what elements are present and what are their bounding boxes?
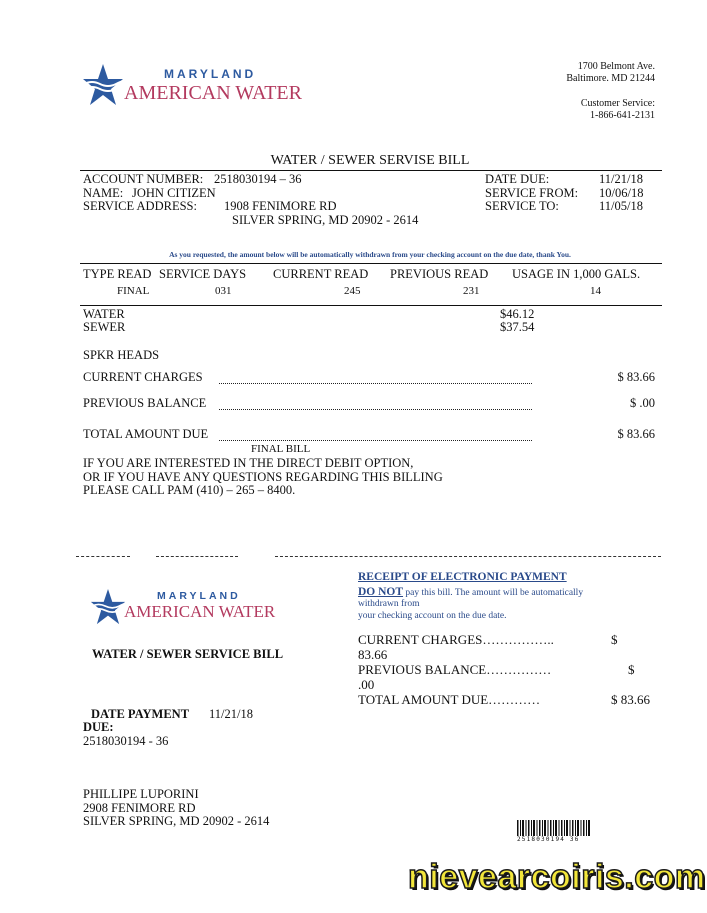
total-due-amount: $ 83.66 bbox=[617, 427, 655, 441]
stub-title: WATER / SEWER SERVICE BILL bbox=[92, 647, 284, 661]
barcode-text: 2518030194 36 bbox=[517, 836, 580, 843]
date-payment-due-label: DUE: bbox=[83, 720, 114, 734]
service-address-line1: 1908 FENIMORE RD bbox=[224, 199, 337, 213]
current-charges-amount: $ 83.66 bbox=[617, 370, 655, 384]
mail-address-line1: 2908 FENIMORE RD bbox=[83, 801, 196, 815]
perforation-line bbox=[275, 556, 661, 557]
previous-balance-amount: $ .00 bbox=[630, 396, 655, 410]
service-address-line2: SILVER SPRING, MD 20902 - 2614 bbox=[232, 213, 419, 227]
account-number: 2518030194 – 36 bbox=[214, 172, 302, 186]
sewer-label: SEWER bbox=[83, 320, 126, 334]
spkr-heads-label: SPKR HEADS bbox=[83, 348, 160, 362]
logo-line1: MARYLAND bbox=[157, 590, 241, 602]
autopay-notice: As you requested, the amount below will be automatically withdrawn from your checking account on the due date, thank You. bbox=[169, 250, 571, 259]
receipt-previous-label: PREVIOUS BALANCE…………… bbox=[358, 662, 552, 677]
do-not-label: DO NOT bbox=[358, 586, 404, 598]
customer-service-label: Customer Service: bbox=[580, 98, 655, 109]
sewer-amount: $37.54 bbox=[500, 320, 535, 334]
receipt-text-3: your checking account on the due date. bbox=[358, 611, 507, 621]
leader-dots bbox=[219, 440, 532, 441]
note-line-3: PLEASE CALL PAM (410) – 265 – 8400. bbox=[83, 483, 296, 497]
receipt-title: RECEIPT OF ELECTRONIC PAYMENT bbox=[358, 571, 567, 583]
receipt-previous-dollar: $ bbox=[628, 662, 635, 677]
date-due-label: DATE DUE: bbox=[485, 172, 550, 186]
account-label: ACCOUNT NUMBER: bbox=[83, 172, 204, 186]
receipt-text-2: withdrawn from bbox=[358, 599, 420, 609]
mail-name: PHILLIPE LUPORINI bbox=[83, 787, 199, 801]
total-due-label: TOTAL AMOUNT DUE bbox=[83, 427, 209, 441]
water-amount: $46.12 bbox=[500, 307, 535, 321]
service-address-label: SERVICE ADDRESS: bbox=[83, 199, 197, 213]
stub-account-number: 2518030194 - 36 bbox=[83, 734, 169, 748]
date-due: 11/21/18 bbox=[599, 172, 643, 186]
receipt-total-label: TOTAL AMOUNT DUE………… bbox=[358, 692, 541, 707]
receipt-total-amount: $ 83.66 bbox=[611, 692, 650, 707]
perforation-line bbox=[156, 556, 238, 557]
mail-address-line2: SILVER SPRING, MD 20902 - 2614 bbox=[83, 814, 270, 828]
value-service-days: 031 bbox=[215, 285, 232, 297]
divider bbox=[80, 305, 662, 306]
value-usage: 14 bbox=[590, 285, 601, 297]
value-current-read: 245 bbox=[344, 285, 361, 297]
receipt-current-label: CURRENT CHARGES…………….. bbox=[358, 632, 554, 647]
value-previous-read: 231 bbox=[463, 285, 480, 297]
company-logo bbox=[82, 62, 322, 112]
company-logo bbox=[90, 587, 290, 631]
leader-dots bbox=[219, 409, 532, 410]
service-to-label: SERVICE TO: bbox=[485, 199, 559, 213]
water-label: WATER bbox=[83, 307, 125, 321]
note-line-2: OR IF YOU HAVE ANY QUESTIONS REGARDING THIS BILLING bbox=[83, 470, 443, 484]
watermark: nievearcoiris.com bbox=[408, 858, 706, 896]
logo-line1: MARYLAND bbox=[164, 67, 257, 81]
header-type-read: TYPE READ bbox=[83, 267, 152, 281]
star-logo-icon bbox=[90, 587, 126, 627]
header-current-read: CURRENT READ bbox=[273, 267, 369, 281]
header-service-days: SERVICE DAYS bbox=[159, 267, 247, 281]
divider bbox=[80, 170, 662, 171]
date-payment-value: 11/21/18 bbox=[209, 707, 253, 721]
leader-dots bbox=[219, 383, 532, 384]
bill-title: WATER / SEWER SERVISE BILL bbox=[270, 153, 470, 168]
customer-service-phone: 1-866-641-2131 bbox=[590, 110, 655, 121]
date-payment-label: DATE PAYMENT bbox=[91, 707, 190, 721]
receipt-current-dollar: $ bbox=[611, 632, 618, 647]
company-address-1: 1700 Belmont Ave. bbox=[577, 61, 655, 72]
value-type-read: FINAL bbox=[117, 285, 150, 297]
logo-line2: AMERICAN WATER bbox=[124, 82, 302, 104]
name-label: NAME: bbox=[83, 186, 124, 200]
current-charges-label: CURRENT CHARGES bbox=[83, 370, 203, 384]
receipt-text-1: pay this bill. The amount will be automatically bbox=[405, 588, 584, 598]
star-logo-icon bbox=[82, 62, 124, 108]
service-from: 10/06/18 bbox=[599, 186, 644, 200]
receipt-previous-amount: .00 bbox=[358, 677, 375, 692]
divider bbox=[80, 263, 662, 264]
header-usage: USAGE IN 1,000 GALS. bbox=[512, 267, 641, 281]
service-to: 11/05/18 bbox=[599, 199, 643, 213]
company-address-2: Baltimore. MD 21244 bbox=[566, 73, 655, 84]
note-line-1: IF YOU ARE INTERESTED IN THE DIRECT DEBIT OPTION, bbox=[83, 456, 414, 470]
service-from-label: SERVICE FROM: bbox=[485, 186, 579, 200]
previous-balance-label: PREVIOUS BALANCE bbox=[83, 396, 207, 410]
receipt-current-amount: 83.66 bbox=[358, 647, 388, 662]
customer-name: JOHN CITIZEN bbox=[132, 186, 216, 200]
header-previous-read: PREVIOUS READ bbox=[390, 267, 489, 281]
perforation-line bbox=[76, 556, 130, 557]
final-bill-label: FINAL BILL bbox=[251, 443, 311, 455]
logo-line2: AMERICAN WATER bbox=[124, 602, 276, 621]
